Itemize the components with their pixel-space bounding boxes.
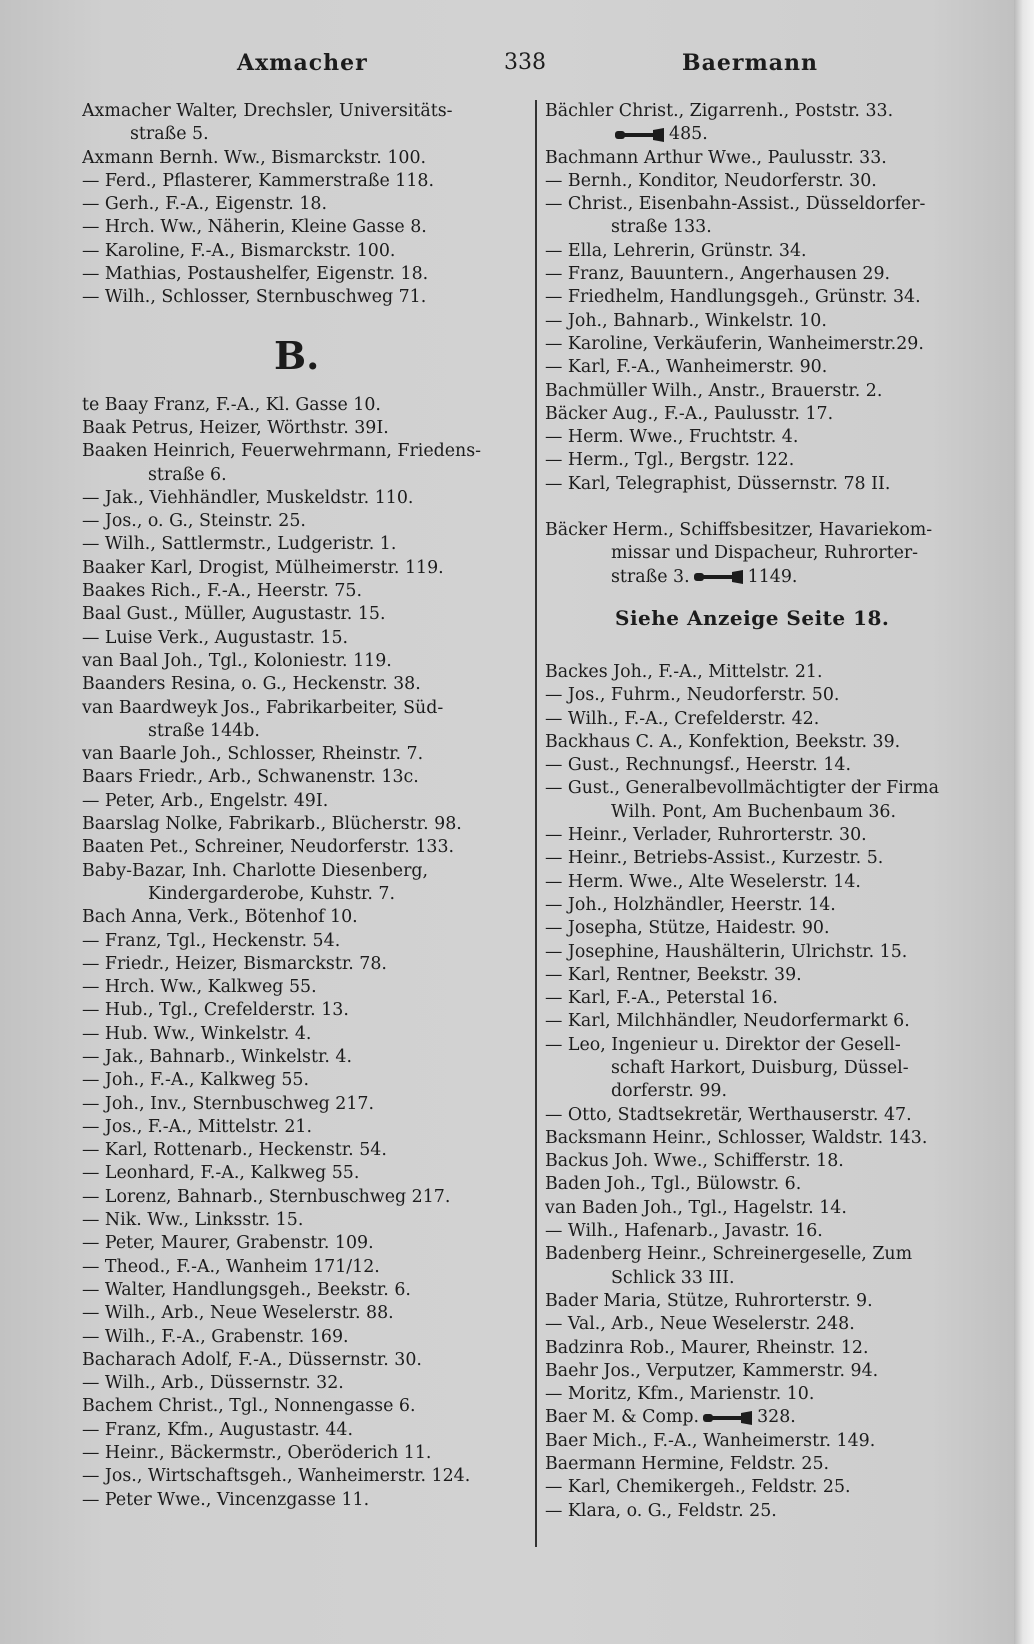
phone-number: 1149. [747,566,798,587]
entry-line: — Heinr., Verlader, Ruhrorterstr. 30. [545,825,867,846]
entry-line: — Karl, Milchhändler, Neudorfermarkt 6. [545,1011,910,1032]
entry-line: Baal Gust., Müller, Augustastr. 15. [82,604,386,625]
entry-line: Bachmann Arthur Wwe., Paulusstr. 33. [545,147,887,168]
entry-line: — Karl, Telegraphist, Düssernstr. 78 II. [545,473,891,494]
entry-line: — Ferd., Pflasterer, Kammerstraße 118. [82,170,434,191]
entry-line: — Moritz, Kfm., Marienstr. 10. [545,1384,815,1405]
entry-line: — Jos., Fuhrm., Neudorferstr. 50. [545,685,840,706]
entry-line: straße 5. [130,124,209,145]
entry-line: — Theod., F.-A., Wanheim 171/12. [82,1256,380,1277]
entry-line: — Hub. Ww., Winkelstr. 4. [82,1023,312,1044]
entry-text: Baer M. & Comp. [545,1407,700,1428]
entry-line: — Wilh., F.-A., Crefelderstr. 42. [545,708,820,729]
entry-line: — Franz, Tgl., Heckenstr. 54. [82,930,341,951]
entry-line: Badzinra Rob., Maurer, Rheinstr. 12. [545,1337,869,1358]
entry-line: — Wilh., Hafenarb., Javastr. 16. [545,1221,823,1242]
telephone-receiver-icon [615,128,665,142]
entry-line: Bachmüller Wilh., Anstr., Brauerstr. 2. [545,380,883,401]
entry-line: — Gust., Rechnungsf., Heerstr. 14. [545,755,851,776]
entry-line: Baarslag Nolke, Fabrikarb., Blücherstr. 98. [82,814,462,835]
entry-line: — Bernh., Konditor, Neudorferstr. 30. [545,170,877,191]
entry-line: — Herm. Wwe., Fruchtstr. 4. [545,427,799,448]
entry-line: — Jos., o. G., Steinstr. 25. [82,511,306,532]
entry-line: Bach Anna, Verk., Bötenhof 10. [82,907,358,928]
entry-line: — Klara, o. G., Feldstr. 25. [545,1500,777,1521]
entry-line: — Heinr., Betriebs-Assist., Kurzestr. 5. [545,848,884,869]
page-number: 338 [504,50,546,75]
entry-line: Baaten Pet., Schreiner, Neudorferstr. 133. [82,837,455,858]
entry-line: — Leonhard, F.-A., Kalkweg 55. [82,1163,360,1184]
entry-line: — Karl, Rentner, Beekstr. 39. [545,964,802,985]
entry-line: — Joh., Bahnarb., Winkelstr. 10. [545,310,827,331]
entry-line: Axmann Bernh. Ww., Bismarckstr. 100. [82,147,427,168]
telephone-receiver-icon [694,570,744,584]
entry-line: — Karl, Chemikergeh., Feldstr. 25. [545,1477,851,1498]
entry-line: Backhaus C. A., Konfektion, Beekstr. 39. [545,731,901,752]
entry-line [545,1406,985,1429]
entry-text: straße 3. [611,566,690,587]
entry-line: — Karl, Rottenarb., Heckenstr. 54. [82,1140,387,1161]
entry-line: Schlick 33 III. [611,1267,735,1288]
entry-line: — Hrch. Ww., Näherin, Kleine Gasse 8. [82,217,427,238]
advertisement-notice: Siehe Anzeige Seite 18. [615,605,890,630]
entry-line: Bachem Christ., Tgl., Nonnengasse 6. [82,1396,416,1417]
telephone-receiver-icon [703,1411,753,1425]
entry-line: — Jos., Wirtschaftsgeh., Wanheimerstr. 124. [82,1466,471,1487]
entry-line: — Lorenz, Bahnarb., Sternbuschweg 217. [82,1186,451,1207]
entry-line: — Peter Wwe., Vincenzgasse 11. [82,1489,370,1510]
entry-line: Bäcker Aug., F.-A., Paulusstr. 17. [545,403,834,424]
entry-line: — Val., Arb., Neue Weselerstr. 248. [545,1314,855,1335]
entry-line: — Luise Verk., Augustastr. 15. [82,627,349,648]
entry-line: Kindergarderobe, Kuhstr. 7. [148,883,395,904]
entry-line: Backus Joh. Wwe., Schifferstr. 18. [545,1151,844,1172]
entry-line: Baars Friedr., Arb., Schwanenstr. 13c. [82,767,419,788]
entry-line: — Hrch. Ww., Kalkweg 55. [82,977,317,998]
entry-line: Bäcker Herm., Schiffsbesitzer, Havariekom- [545,520,933,541]
entry-line: Baby-Bazar, Inh. Charlotte Diesenberg, [82,860,429,881]
entry-line: — Jak., Viehhändler, Muskeldstr. 110. [82,487,414,508]
spacer [545,496,985,519]
header-right-keyword: Baermann [682,50,818,76]
entry-line: Baermann Hermine, Feldstr. 25. [545,1454,830,1475]
page-edge [1014,0,1034,1644]
left-column [82,100,527,1512]
entry-line: — Friedr., Heizer, Bismarckstr. 78. [82,953,387,974]
entry-line: — Joh., Holzhändler, Heerstr. 14. [545,894,836,915]
entry-line: te Baay Franz, F.-A., Kl. Gasse 10. [82,394,381,415]
entry-line: Baden Joh., Tgl., Bülowstr. 6. [545,1174,802,1195]
entry-line: — Karl, F.-A., Wanheimerstr. 90. [545,357,828,378]
entry-line: — Otto, Stadtsekretär, Werthauserstr. 47. [545,1104,912,1125]
entry-line: — Wilh., Schlosser, Sternbuschweg 71. [82,287,427,308]
entry-line: — Hub., Tgl., Crefelderstr. 13. [82,1000,349,1021]
entry-line: straße 133. [611,217,712,238]
entry-line: Bächler Christ., Zigarrenh., Poststr. 33. [545,101,894,121]
spacer [545,647,985,661]
entry-line: Bader Maria, Stütze, Ruhrorterstr. 9. [545,1290,873,1311]
entry-line: van Baden Joh., Tgl., Hagelstr. 14. [545,1197,847,1218]
entry-line: — Franz, Kfm., Augustastr. 44. [82,1419,353,1440]
entry-line: — Karoline, Verkäuferin, Wanheimerstr.29. [545,333,924,354]
entry-line: dorferstr. 99. [611,1081,727,1102]
entry-line: — Peter, Maurer, Grabenstr. 109. [82,1233,374,1254]
entry-line: — Gust., Generalbevollmächtigter der Firma [545,778,939,799]
entry-line: — Karoline, F.-A., Bismarckstr. 100. [82,240,396,261]
entry-line [545,123,985,146]
entry-line: missar und Dispacheur, Ruhrorter- [611,543,919,564]
entry-line: — Christ., Eisenbahn-Assist., Düsseldorfer- [545,194,926,215]
phone-number: 328. [757,1407,796,1428]
entry-line: — Joh., Inv., Sternbuschweg 217. [82,1093,375,1114]
entry-line: — Karl, F.-A., Peterstal 16. [545,988,778,1009]
entry-line: — Jos., F.-A., Mittelstr. 21. [82,1116,312,1137]
entry-line: — Mathias, Postaushelfer, Eigenstr. 18. [82,264,429,285]
entry-line: Baanders Resina, o. G., Heckenstr. 38. [82,674,421,695]
entry-line: — Ella, Lehrerin, Grünstr. 34. [545,240,807,261]
entry-line: Baaker Karl, Drogist, Mülheimerstr. 119. [82,557,444,578]
entry-line: — Gerh., F.-A., Eigenstr. 18. [82,194,328,215]
entry-line: — Peter, Arb., Engelstr. 49I. [82,790,329,811]
entry-line: Badenberg Heinr., Schreinergeselle, Zum [545,1244,913,1265]
phone-number: 485. [669,124,708,145]
entry-line: straße 144b. [148,720,260,741]
section-letter: B. [274,332,320,378]
entry-line [545,566,985,589]
entry-line: van Baal Joh., Tgl., Koloniestr. 119. [82,650,392,671]
entry-line: — Josepha, Stütze, Haidestr. 90. [545,918,830,939]
entry-line: — Franz, Bauuntern., Angerhausen 29. [545,264,891,285]
entry-line: — Wilh., F.-A., Grabenstr. 169. [82,1326,349,1347]
entry-line: Backsmann Heinr., Schlosser, Waldstr. 143. [545,1127,928,1148]
entry-line: Baakes Rich., F.-A., Heerstr. 75. [82,581,362,602]
entry-line: — Herm. Wwe., Alte Weselerstr. 14. [545,871,861,892]
entry-line: — Nik. Ww., Linksstr. 15. [82,1210,304,1231]
entry-line: — Josephine, Haushälterin, Ulrichstr. 15. [545,941,908,962]
entry-line: — Heinr., Bäckermstr., Oberöderich 11. [82,1443,432,1464]
entry-line: — Wilh., Arb., Düssernstr. 32. [82,1373,344,1394]
entry-line: Wilh. Pont, Am Buchenbaum 36. [611,801,897,822]
entry-line: — Wilh., Arb., Neue Weselerstr. 88. [82,1303,394,1324]
entry-line: Baaken Heinrich, Feuerwehrmann, Friedens- [82,441,482,462]
entry-line: — Friedhelm, Handlungsgeh., Grünstr. 34. [545,287,921,308]
header-left-keyword: Axmacher [237,50,368,76]
entry-line: Backes Joh., F.-A., Mittelstr. 21. [545,661,823,682]
entry-line: — Leo, Ingenieur u. Direktor der Gesell- [545,1034,901,1055]
entry-line: van Baardweyk Jos., Fabrikarbeiter, Süd- [82,697,444,718]
entry-line: schaft Harkort, Duisburg, Düssel- [611,1057,909,1078]
entry-line: — Walter, Handlungsgeh., Beekstr. 6. [82,1279,411,1300]
entry-line: Baer Mich., F.-A., Wanheimerstr. 149. [545,1430,876,1451]
running-header [84,50,924,84]
entry-line: straße 6. [148,464,227,485]
entry-line: — Herm., Tgl., Bergstr. 122. [545,450,795,471]
entry-line: Baak Petrus, Heizer, Wörthstr. 39I. [82,417,389,438]
entry-line: — Joh., F.-A., Kalkweg 55. [82,1070,310,1091]
right-column [545,100,985,1523]
entry-line: — Jak., Bahnarb., Winkelstr. 4. [82,1046,353,1067]
entry-line: Axmacher Walter, Drechsler, Universitäts- [82,101,453,121]
entry-line: van Baarle Joh., Schlosser, Rheinstr. 7. [82,744,424,765]
column-divider [535,100,537,1547]
entry-line: Bacharach Adolf, F.-A., Düssernstr. 30. [82,1349,422,1370]
entry-line: — Wilh., Sattlermstr., Ludgeristr. 1. [82,534,397,555]
entry-line: Baehr Jos., Verputzer, Kammerstr. 94. [545,1360,879,1381]
